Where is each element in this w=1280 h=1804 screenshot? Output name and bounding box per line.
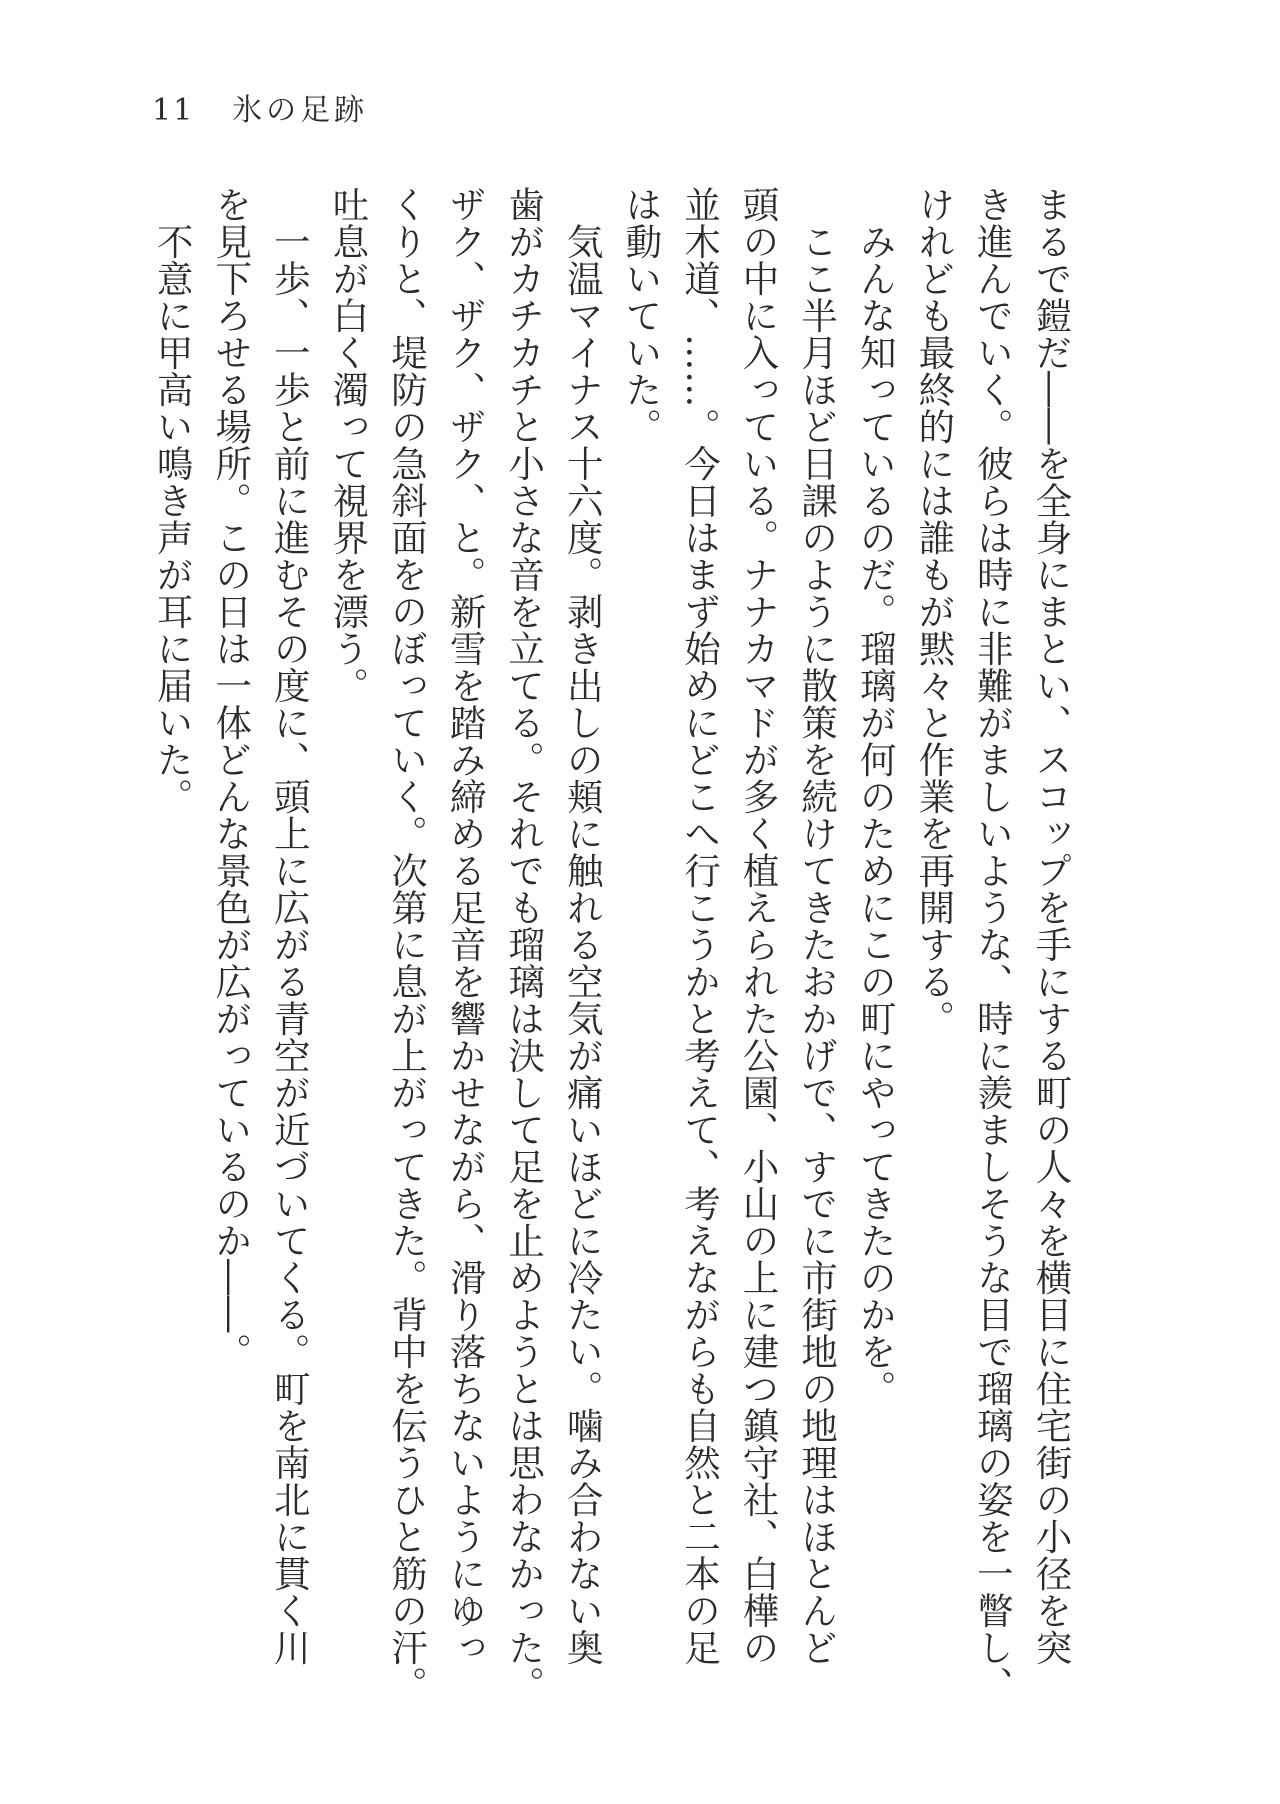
text-line: まるで鎧だ――を全身にまとい、スコップを手にする町の人々を横目に住宅街の小径を突 <box>1030 186 1073 1666</box>
text-line: き進んでいく。彼らは時に非難がましいような、時に羨ましそうな目で瑠璃の姿を一瞥し、 <box>971 186 1015 1703</box>
text-line: みんな知っているのだ。瑠璃が何のためにこの町にやってきたのかを。 <box>854 186 898 1407</box>
text-line: けれども最終的には誰もが黙々と作業を再開する。 <box>912 186 956 1037</box>
text-line: 不意に甲高い鳴き声が耳に届いた。 <box>151 186 195 815</box>
text-line: 頭の中に入っている。ナナカマドが多く植えられた公園、小山の上に建つ鎮守社、白樺の <box>737 186 781 1666</box>
text-line: 気温マイナス十六度。剥き出しの頬に触れる空気が痛いほどに冷たい。噛み合わない奥 <box>561 186 605 1666</box>
text-line: 一歩、一歩と前に進むその度に、頭上に広がる青空が近づいてくる。町を南北に貫く川 <box>268 186 312 1666</box>
text-line: を見下ろせる場所。この日は一体どんな景色が広がっているのか――。 <box>209 186 253 1370</box>
text-line: くりと、堤防の急斜面をのぼっていく。次第に息が上がってきた。背中を伝うひと筋の汗。 <box>385 186 429 1703</box>
text-line: 並木道、……。今日はまず始めにどこへ行こうかと考えて、考えながらも自然と二本の足 <box>678 186 722 1666</box>
running-header <box>152 93 369 128</box>
chapter-title: 氷の足跡 <box>232 93 369 128</box>
novel-body-text <box>151 186 1080 1726</box>
text-line: ここ半月ほど日課のように散策を続けてきたおかげで、すでに市街地の地理はほとんど <box>795 186 839 1666</box>
text-line: ザク、ザク、ザク、と。新雪を踏み締める足音を響かせながら、滑り落ちないようにゆっ <box>444 186 488 1666</box>
text-line: 歯がカチカチと小さな音を立てる。それでも瑠璃は決して足を止めようとは思わなかった。 <box>502 186 546 1703</box>
text-line: 吐息が白く濁って視界を漂う。 <box>326 186 370 704</box>
text-line: は動いていた。 <box>619 186 663 445</box>
chapter-number: 11 <box>152 93 195 128</box>
